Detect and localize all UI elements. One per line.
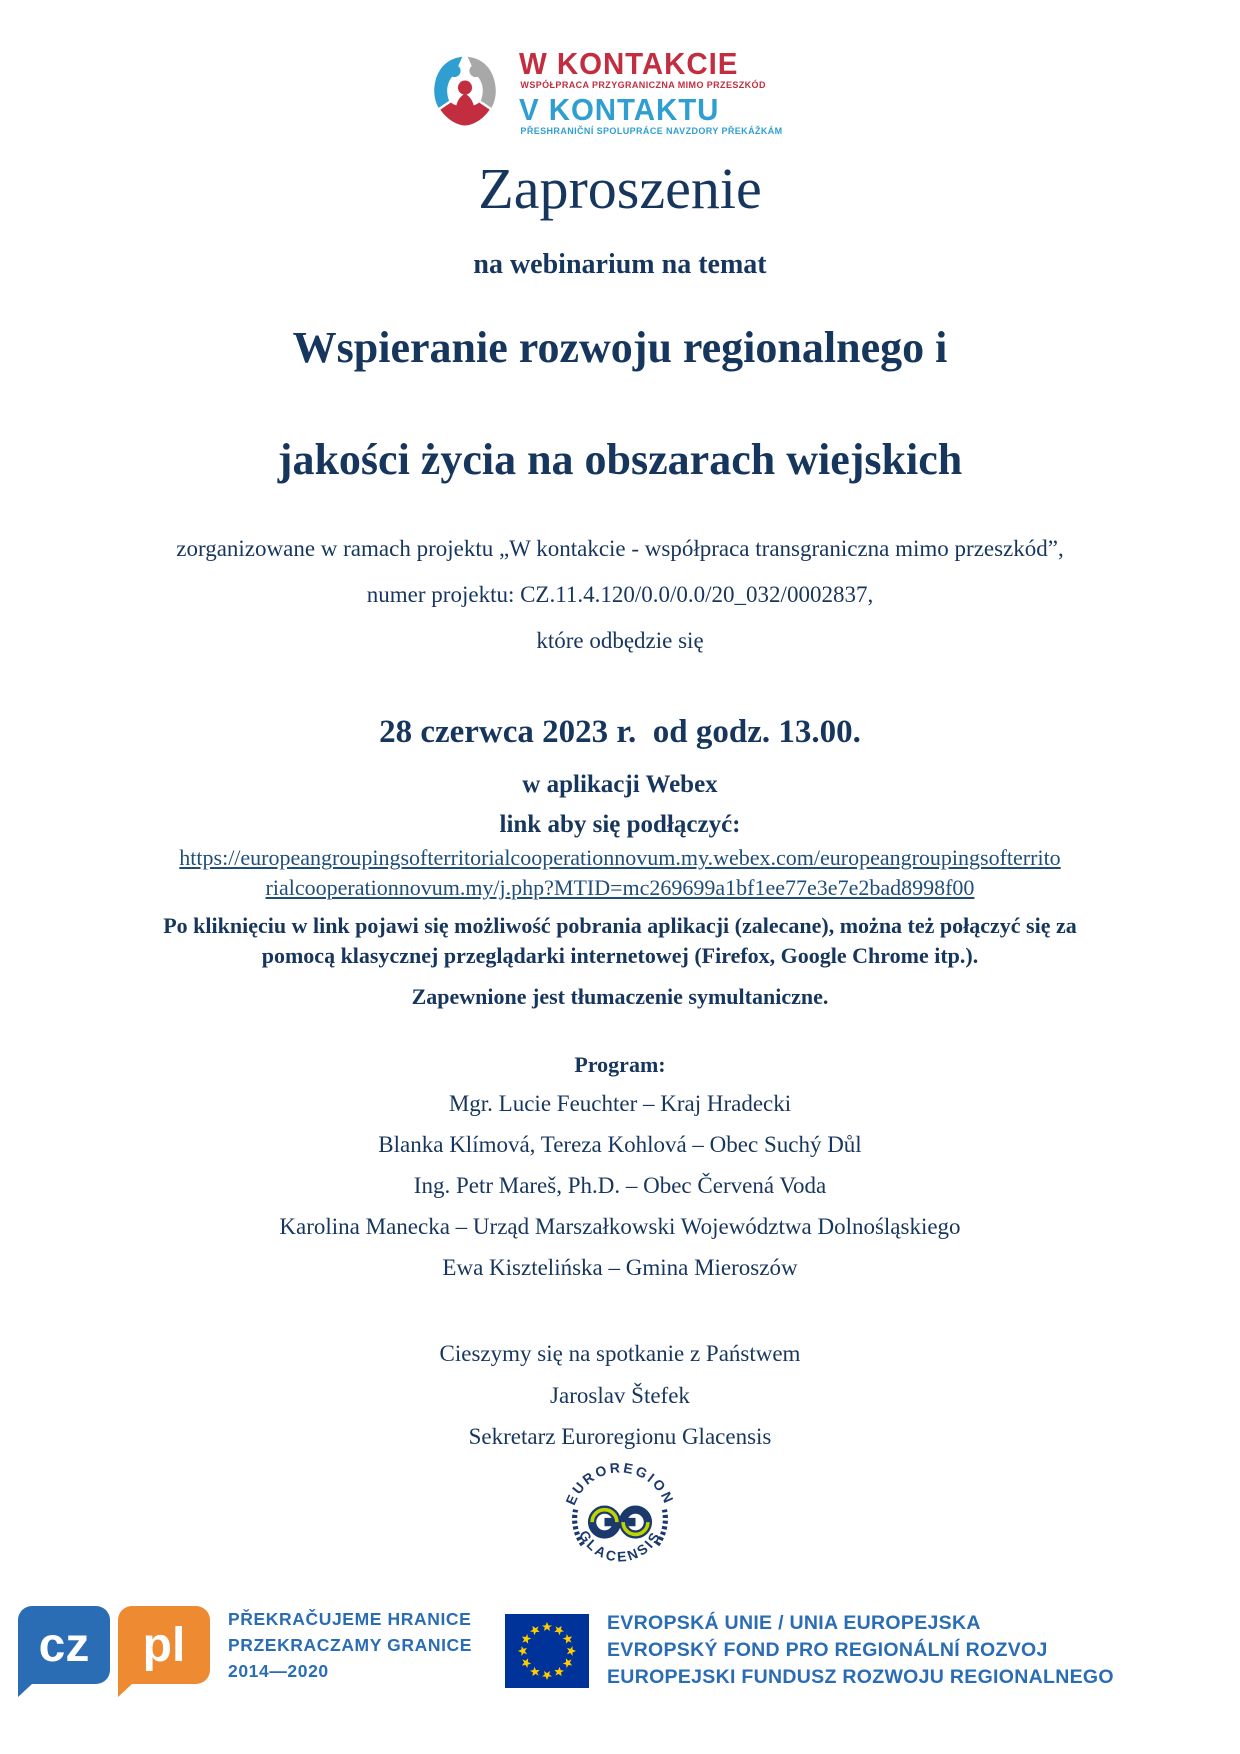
header-logo-text [519,48,782,136]
eu-funding-block [505,1610,1114,1691]
eu-flag-icon [505,1614,589,1688]
intro-line1: zorganizowane w ramach projektu „W kontakcie - współpraca transgraniczna mimo przeszkód”, [176,535,1064,561]
intro-line2: numer projektu: CZ.11.4.120/0.0/0.0/20_032/0002837, [366,581,874,607]
czpl-tagline-line2: PRZEKRACZAMY GRANICE [228,1635,473,1655]
czpl-tagline-line3: 2014—2020 [228,1661,329,1681]
eu-funding-line1: EVROPSKÁ UNIE / UNIA EUROPEJSKA [607,1612,981,1634]
shield-people-icon [421,42,509,142]
czpl-tagline [228,1606,472,1684]
download-note [95,911,1145,970]
program-item: Ewa Kisztelińska – Gmina Mieroszów [442,1254,798,1280]
page-title: Zaproszenie [478,156,762,221]
download-note-line2: pomocą klasycznej przeglądarki internetowej (Firefox, Google Chrome itp.). [261,942,979,968]
program-item: Blanka Klímová, Tereza Kohlová – Obec Suchý Důl [378,1132,862,1158]
program-item: Mgr. Lucie Feuchter – Kraj Hradecki [448,1091,792,1117]
pl-badge: pl [118,1606,210,1684]
closing-signature-name: Jaroslav Štefek [550,1382,690,1408]
czpl-tagline-line1: PŘEKRAČUJEME HRANICE [228,1609,472,1629]
eu-funding-line3: EUROPEJSKI FUNDUSZ ROZWOJU REGIONALNEGO [607,1666,1114,1688]
topic-heading-line1: Wspieranie rozwoju regionalnego i [292,322,948,372]
logo-subtitle-cz: PŘESHRANIČNÍ SPOLUPRÁCE NAVZDORY PŘEKÁŽKÁM [520,126,783,136]
interreg-czpl-logo [18,1606,472,1684]
eu-funding-line2: EVROPSKÝ FOND PRO REGIONÁLNÍ ROZVOJ [607,1639,1048,1661]
logo-subtitle-pl: WSPÓŁPRACA PRZYGRANICZNA MIMO PRZESZKÓD [520,80,766,90]
intro-line3: które odbędzie się [536,627,704,653]
webex-link[interactable] [179,845,1060,900]
closing-greeting: Cieszymy się na spotkanie z Państwem [439,1340,801,1366]
link-label: link aby się podłączyć: [499,811,741,839]
svg-text:EUROREGION: EUROREGION [562,1459,678,1508]
czpl-badges [18,1606,210,1684]
subtitle: na webinarium na temat [473,248,767,280]
program-label: Program: [574,1052,666,1078]
euroregion-glacensis-logo [558,1458,682,1582]
logo-title-cz: V KONTAKTU [519,92,720,127]
event-platform: w aplikacji Webex [522,771,718,799]
logo-title-pl: W KONTAKCIE [519,46,739,81]
download-note-line1: Po kliknięciu w link pojawi się możliwość pobrania aplikacji (zalecane), można też połączyć się za [163,912,1077,938]
webex-link-line1: https://europeangroupingsofterritorialcooperationnovum.my.webex.com/europeangroupingsofterrito [179,845,1061,871]
svg-text:GLACENSIS: GLACENSIS [575,1527,665,1566]
webex-link-line2: rialcooperationnovum.my/j.php?MTID=mc269699a1bf1ee77e3e7e2bad8998f00 [265,875,975,901]
program-item: Ing. Petr Mareš, Ph.D. – Obec Červená Voda [413,1173,827,1199]
translation-note: Zapewnione jest tłumaczenie symultaniczne. [411,984,829,1010]
euroregion-glacensis-seal-icon [558,1458,682,1582]
closing-signature-role: Sekretarz Euroregionu Glacensis [468,1424,772,1450]
event-datetime: 28 czerwca 2023 r. od godz. 13.00. [379,713,861,750]
header-logo [0,36,1222,148]
webex-link-block [0,843,1240,902]
program-item: Karolina Manecka – Urząd Marszałkowski Województwa Dolnośląskiego [279,1213,961,1239]
topic-heading-line2: jakości życia na obszarach wiejskich [277,435,963,485]
cz-badge: cz [18,1606,110,1684]
eu-funding-text [607,1610,1114,1691]
